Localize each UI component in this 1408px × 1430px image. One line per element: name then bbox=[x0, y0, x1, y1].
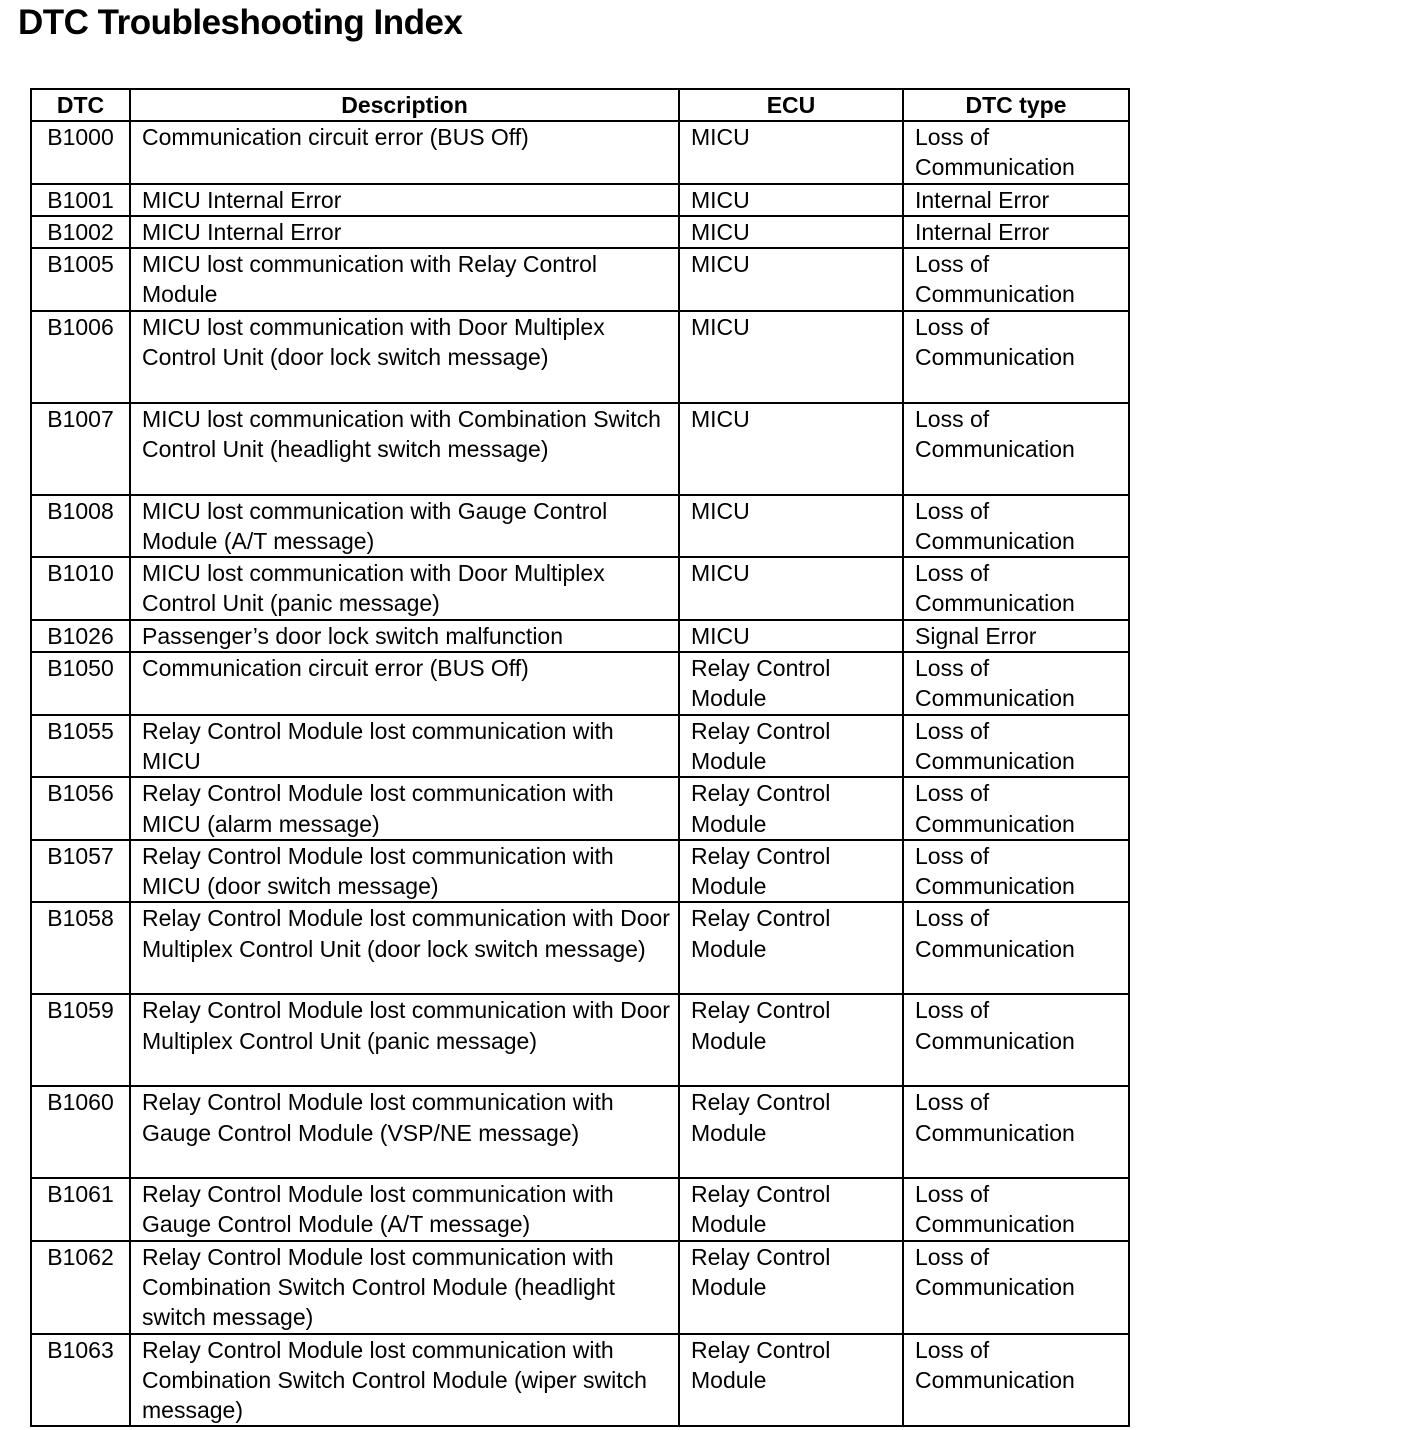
description-cell: MICU lost communication with Door Multiplex Control Unit (door lock switch message) bbox=[130, 311, 679, 403]
dtc-cell: B1001 bbox=[31, 184, 130, 216]
ecu-cell: MICU bbox=[679, 495, 903, 558]
ecu-cell: MICU bbox=[679, 620, 903, 652]
table-row bbox=[31, 557, 1129, 620]
dtc-cell: B1061 bbox=[31, 1178, 130, 1241]
ecu-cell: MICU bbox=[679, 121, 903, 184]
description-cell: Passenger’s door lock switch malfunction bbox=[130, 620, 679, 652]
table-row bbox=[31, 715, 1129, 778]
dtc-type-cell: Loss of Communication bbox=[903, 652, 1129, 715]
description-cell: Relay Control Module lost communication with Combination Switch Control Module (headlight switch message) bbox=[130, 1241, 679, 1334]
dtc-type-cell: Loss of Communication bbox=[903, 715, 1129, 778]
description-cell: Relay Control Module lost communication with Gauge Control Module (VSP/NE message) bbox=[130, 1086, 679, 1178]
header-dtc-type: DTC type bbox=[903, 89, 1129, 121]
dtc-type-cell: Loss of Communication bbox=[903, 1241, 1129, 1334]
dtc-cell: B1050 bbox=[31, 652, 130, 715]
description-cell: Communication circuit error (BUS Off) bbox=[130, 121, 679, 184]
ecu-cell: Relay Control Module bbox=[679, 777, 903, 840]
dtc-type-cell: Loss of Communication bbox=[903, 311, 1129, 403]
dtc-type-cell: Loss of Communication bbox=[903, 495, 1129, 558]
description-cell: MICU Internal Error bbox=[130, 216, 679, 248]
dtc-type-cell: Loss of Communication bbox=[903, 121, 1129, 184]
ecu-cell: MICU bbox=[679, 557, 903, 620]
dtc-cell: B1006 bbox=[31, 311, 130, 403]
table-row bbox=[31, 994, 1129, 1086]
dtc-type-cell: Loss of Communication bbox=[903, 994, 1129, 1086]
dtc-type-cell: Internal Error bbox=[903, 184, 1129, 216]
page-title: DTC Troubleshooting Index bbox=[18, 3, 463, 42]
dtc-type-cell: Signal Error bbox=[903, 620, 1129, 652]
table-row bbox=[31, 840, 1129, 903]
dtc-cell: B1056 bbox=[31, 777, 130, 840]
description-cell: Relay Control Module lost communication with Door Multiplex Control Unit (panic message) bbox=[130, 994, 679, 1086]
dtc-type-cell: Loss of Communication bbox=[903, 840, 1129, 903]
dtc-cell: B1055 bbox=[31, 715, 130, 778]
header-dtc: DTC bbox=[31, 89, 130, 121]
header-row bbox=[31, 89, 1129, 121]
dtc-cell: B1059 bbox=[31, 994, 130, 1086]
dtc-cell: B1063 bbox=[31, 1334, 130, 1427]
description-cell: MICU lost communication with Combination Switch Control Unit (headlight switch message) bbox=[130, 403, 679, 495]
dtc-cell: B1062 bbox=[31, 1241, 130, 1334]
dtc-type-cell: Loss of Communication bbox=[903, 557, 1129, 620]
header-ecu: ECU bbox=[679, 89, 903, 121]
ecu-cell: Relay Control Module bbox=[679, 840, 903, 903]
dtc-type-cell: Internal Error bbox=[903, 216, 1129, 248]
dtc-type-cell: Loss of Communication bbox=[903, 403, 1129, 495]
ecu-cell: Relay Control Module bbox=[679, 652, 903, 715]
ecu-cell: Relay Control Module bbox=[679, 994, 903, 1086]
table-row bbox=[31, 1086, 1129, 1178]
description-cell: MICU lost communication with Gauge Control Module (A/T message) bbox=[130, 495, 679, 558]
ecu-cell: MICU bbox=[679, 403, 903, 495]
ecu-cell: Relay Control Module bbox=[679, 1241, 903, 1334]
dtc-type-cell: Loss of Communication bbox=[903, 902, 1129, 994]
dtc-cell: B1060 bbox=[31, 1086, 130, 1178]
dtc-type-cell: Loss of Communication bbox=[903, 248, 1129, 311]
ecu-cell: Relay Control Module bbox=[679, 715, 903, 778]
dtc-cell: B1007 bbox=[31, 403, 130, 495]
table-row bbox=[31, 311, 1129, 403]
dtc-type-cell: Loss of Communication bbox=[903, 1086, 1129, 1178]
description-cell: Relay Control Module lost communication with MICU (alarm message) bbox=[130, 777, 679, 840]
ecu-cell: Relay Control Module bbox=[679, 1178, 903, 1241]
dtc-type-cell: Loss of Communication bbox=[903, 1334, 1129, 1427]
description-cell: Relay Control Module lost communication with MICU (door switch message) bbox=[130, 840, 679, 903]
ecu-cell: Relay Control Module bbox=[679, 1086, 903, 1178]
dtc-type-cell: Loss of Communication bbox=[903, 1178, 1129, 1241]
ecu-cell: MICU bbox=[679, 184, 903, 216]
dtc-cell: B1026 bbox=[31, 620, 130, 652]
header-description: Description bbox=[130, 89, 679, 121]
dtc-cell: B1000 bbox=[31, 121, 130, 184]
ecu-cell: MICU bbox=[679, 248, 903, 311]
description-cell: Communication circuit error (BUS Off) bbox=[130, 652, 679, 715]
table-row bbox=[31, 495, 1129, 558]
description-cell: Relay Control Module lost communication with Door Multiplex Control Unit (door lock switch message) bbox=[130, 902, 679, 994]
ecu-cell: MICU bbox=[679, 216, 903, 248]
dtc-cell: B1008 bbox=[31, 495, 130, 558]
dtc-table bbox=[30, 88, 1130, 1427]
description-cell: MICU lost communication with Door Multiplex Control Unit (panic message) bbox=[130, 557, 679, 620]
ecu-cell: Relay Control Module bbox=[679, 1334, 903, 1427]
ecu-cell: MICU bbox=[679, 311, 903, 403]
description-cell: Relay Control Module lost communication with Combination Switch Control Module (wiper switch message) bbox=[130, 1334, 679, 1427]
dtc-cell: B1057 bbox=[31, 840, 130, 903]
table-row bbox=[31, 121, 1129, 184]
table-row bbox=[31, 902, 1129, 994]
description-cell: MICU lost communication with Relay Control Module bbox=[130, 248, 679, 311]
description-cell: MICU Internal Error bbox=[130, 184, 679, 216]
table-row bbox=[31, 403, 1129, 495]
table-row bbox=[31, 216, 1129, 248]
table-row bbox=[31, 652, 1129, 715]
dtc-cell: B1058 bbox=[31, 902, 130, 994]
description-cell: Relay Control Module lost communication with Gauge Control Module (A/T message) bbox=[130, 1178, 679, 1241]
dtc-cell: B1010 bbox=[31, 557, 130, 620]
table-row bbox=[31, 1334, 1129, 1427]
table-row bbox=[31, 184, 1129, 216]
dtc-type-cell: Loss of Communication bbox=[903, 777, 1129, 840]
table-row bbox=[31, 248, 1129, 311]
ecu-cell: Relay Control Module bbox=[679, 902, 903, 994]
table-row bbox=[31, 777, 1129, 840]
table-row bbox=[31, 1241, 1129, 1334]
dtc-cell: B1005 bbox=[31, 248, 130, 311]
description-cell: Relay Control Module lost communication with MICU bbox=[130, 715, 679, 778]
dtc-cell: B1002 bbox=[31, 216, 130, 248]
table-row bbox=[31, 1178, 1129, 1241]
table-row bbox=[31, 620, 1129, 652]
